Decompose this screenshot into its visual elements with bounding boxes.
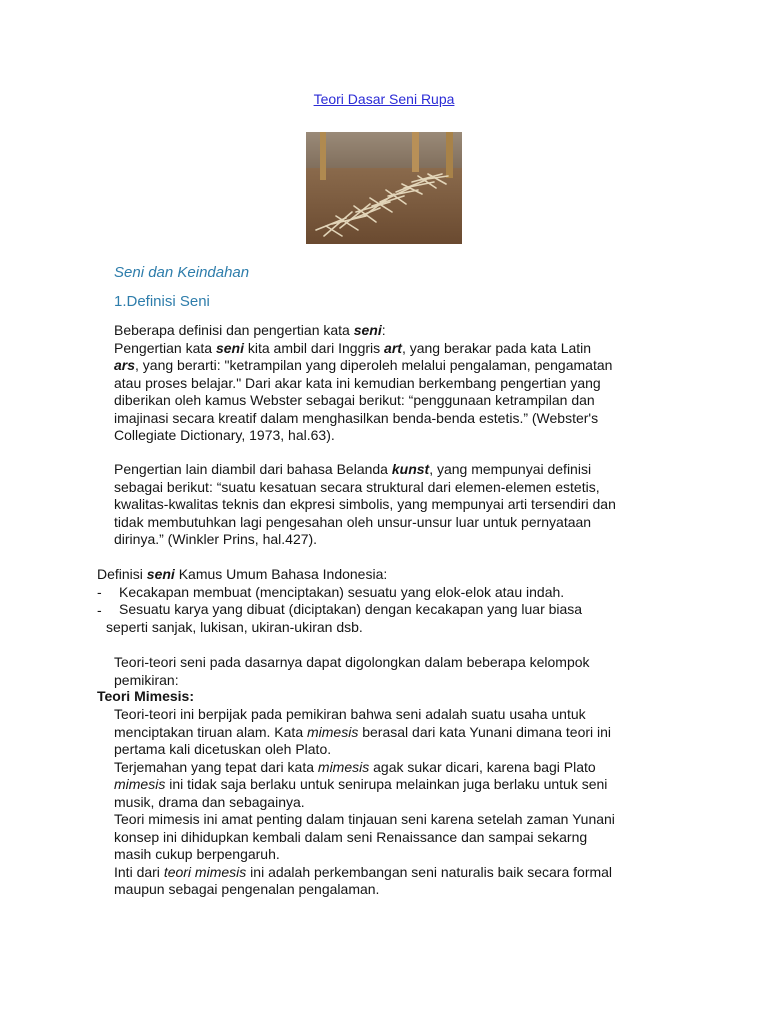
p2-line [114,461,591,479]
mimesis-heading: Teori Mimesis: [97,688,194,704]
text: Definisi [97,566,147,582]
text: ini tidak saja berlaku untuk senirupa melainkan juga berlaku untuk seni [165,776,608,792]
text: ini adalah perkembangan seni naturalis baik secara formal [246,863,613,880]
text: Kamus Umum Bahasa Indonesia: [174,566,388,582]
mimesis-line: masih cukup berpengaruh. [114,846,280,862]
term-teori-mimesis: teori mimesis [163,863,247,880]
text: , yang berakar pada kata Latin [401,339,592,356]
p2-line: dirinya.” (Winkler Prins, hal.427). [114,531,318,547]
p2-line: tidak membutuhkan lagi pengesahan oleh unsur-unsur luar untuk pernyataan [114,513,592,530]
term-seni: seni [146,566,175,582]
list-item: Sesuatu karya yang dibuat (diciptakan) dengan kecakapan yang luar biasa [119,601,583,617]
text: , yang berarti: "ketrampilan yang diperoleh melalui pengalaman, pengamatan [135,357,613,373]
mimesis-line: pertama kali dicetuskan oleh Plato. [114,741,332,757]
mimesis-line: maupun sebagai pengenalan pengalaman. [114,881,380,897]
mimesis-line [114,724,611,742]
list-bullet: - [97,602,102,618]
p1-line: Collegiate Dictionary, 1973, hal.63). [114,427,335,443]
mimesis-line [114,776,607,794]
p1-line: diberikan oleh kamus Webster sebagai berikut: “penggunaan ketrampilan dan [114,392,595,408]
term-seni: seni [353,322,382,338]
p4-line: Teori-teori seni pada dasarnya dapat digolongkan dalam beberapa kelompok [114,654,590,670]
installation-photo [306,132,462,244]
text: Beberapa definisi dan pengertian kata [114,322,354,338]
p1-line [114,322,386,340]
term-mimesis: mimesis [317,758,370,775]
list-bullet: - [97,584,102,600]
text: Pengertian lain diambil dari bahasa Belanda [114,461,392,477]
text: agak sukar dicari, karena bagi Plato [369,758,596,775]
text: Pengertian kata [114,339,216,356]
p2-line: sebagai berikut: “suatu kesatuan secara struktural dari elemen-elemen estetis, [114,478,600,495]
term-kunst: kunst [391,461,430,477]
p1-line: atau proses belajar." Dari akar kata ini kemudian berkembang pengertian yang [114,374,601,391]
mimesis-line [114,864,612,882]
p3-line [97,566,387,584]
p4-line: pemikiran: [114,671,179,688]
p1-line [114,340,591,358]
section-heading: Seni dan Keindahan [114,264,250,281]
text: : [381,322,386,338]
document-title-link[interactable]: Teori Dasar Seni Rupa [313,91,455,107]
mimesis-line: musik, drama dan sebagainya. [114,793,305,810]
term-art: art [384,339,402,356]
p1-line: imajinasi secara kreatif dalam menghasilkan benda-benda estetis.” (Webster's [114,409,599,426]
text: kita ambil dari Inggris [243,339,385,356]
list-item-continued: seperti sanjak, lukisan, ukiran-ukiran dsb. [106,618,363,635]
mimesis-line [114,759,596,777]
mimesis-line: konsep ini dihidupkan kembali dalam seni Renaissance dan sampai sekarng [114,828,588,845]
mimesis-line: Teori-teori ini berpijak pada pemikiran bahwa seni adalah suatu usaha untuk [114,706,586,722]
text: Terjemahan yang tepat dari kata [114,758,318,775]
text: Inti dari [114,863,164,880]
p2-line: kwalitas-kwalitas teknis dan ekpresi simbolis, yang mempunyai arti tersendiri dan [114,496,616,512]
text: , yang mempunyai definisi [429,461,592,477]
list-item: Kecakapan membuat (menciptakan) sesuatu yang elok-elok atau indah. [119,583,565,600]
text: menciptakan tiruan alam. Kata [114,723,307,740]
p1-line [114,357,612,375]
term-ars: ars [114,357,136,373]
term-mimesis: mimesis [307,723,359,740]
subheading-definisi-seni: 1.Definisi Seni [114,293,210,310]
term-seni: seni [215,339,244,356]
term-mimesis: mimesis [114,776,166,792]
mimesis-line: Teori mimesis ini amat penting dalam tinjauan seni karena setelah zaman Yunani [114,811,615,827]
text: berasal dari kata Yunani dimana teori ini [358,723,612,740]
